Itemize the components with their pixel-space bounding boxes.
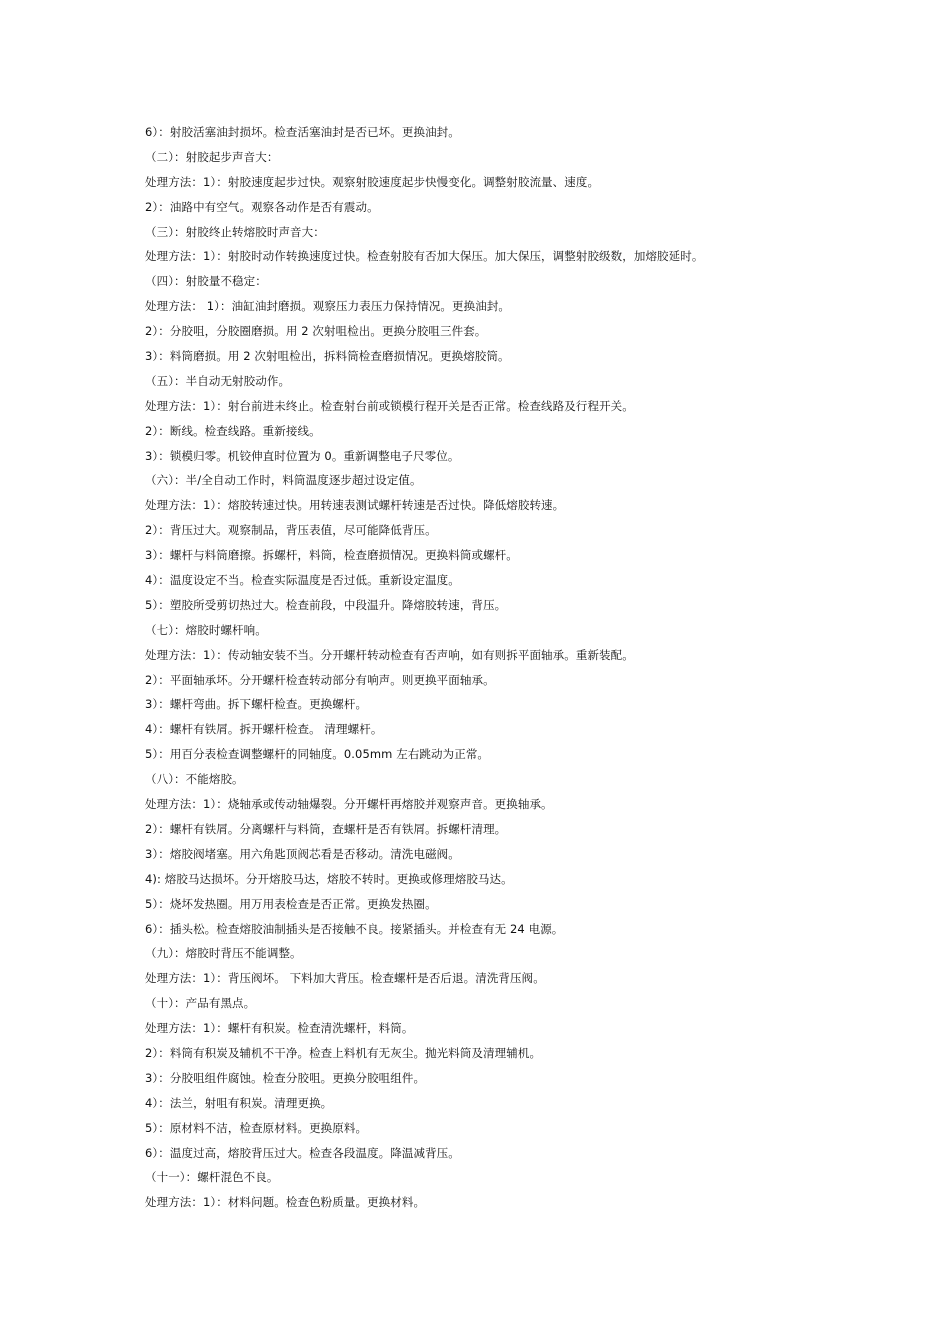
section-heading: （二）：射胶起步声音大：	[145, 149, 279, 164]
step-line: 4）：法兰，射咀有积炭。清理更换。	[145, 1095, 333, 1110]
method-line: 处理方法：1）：射台前进未终止。检查射台前或锁模行程开关是否正常。检查线路及行程开关。	[145, 398, 634, 413]
method-line: 处理方法： 1）：油缸油封磨损。观察压力表压力保持情况。更换油封。	[145, 299, 511, 314]
section-heading: （六）：半/全自动工作时，料筒温度逐步超过设定值。	[145, 473, 422, 488]
section-heading: （五）：半自动无射胶动作。	[145, 373, 291, 388]
section-heading: （九）：熔胶时背压不能调整。	[145, 946, 302, 961]
step-line: 5）：原材料不洁，检查原材料。更换原料。	[145, 1120, 368, 1135]
step-line: 3）：螺杆与料筒磨擦。拆螺杆，料筒，检查磨损情况。更换料筒或螺杆。	[145, 548, 518, 563]
step-line: 6）：射胶活塞油封损坏。检查活塞油封是否已坏。更换油封。	[145, 125, 460, 139]
method-line: 处理方法：1）：背压阀坏。 下料加大背压。检查螺杆是否后退。清洗背压阀。	[145, 971, 545, 986]
step-line: 2）：断线。检查线路。重新接线。	[145, 423, 321, 438]
method-line: 处理方法：1）：射胶速度起步过快。观察射胶速度起步快慢变化。调整射胶流量、速度。	[145, 174, 600, 189]
section-heading: （八）：不能熔胶。	[145, 772, 244, 787]
step-line: 2）：平面轴承坏。分开螺杆检查转动部分有响声。则更换平面轴承。	[145, 672, 495, 687]
section-heading: （七）：熔胶时螺杆响。	[145, 622, 267, 637]
step-line: 2）：油路中有空气。观察各动作是否有震动。	[145, 199, 379, 214]
method-line: 处理方法：1）：螺杆有积炭。检查清洗螺杆，料筒。	[145, 1021, 414, 1036]
step-line: 2）：料筒有积炭及辅机不干净。检查上料机有无灰尘。抛光料筒及清理辅机。	[145, 1045, 542, 1060]
method-line: 处理方法：1）：熔胶转速过快。用转速表测试螺杆转速是否过快。降低熔胶转速。	[145, 498, 565, 513]
step-line: 5）：烧坏发热圈。用万用表检查是否正常。更换发热圈。	[145, 896, 437, 911]
step-line: 2）：背压过大。观察制品，背压表值，尽可能降低背压。	[145, 523, 437, 538]
step-line: 6）：插头松。检查熔胶油制插头是否接触不良。接紧插头。并检查有无 24 电源。	[145, 921, 564, 936]
step-line: 5）：用百分表检查调整螺杆的同轴度。0.05mm 左右跳动为正常。	[145, 747, 490, 762]
method-line: 处理方法：1）：材料问题。检查色粉质量。更换材料。	[145, 1195, 426, 1210]
step-line: 2）：分胶咀，分胶圈磨损。用 2 次射咀检出。更换分胶咀三件套。	[145, 324, 487, 339]
step-line: 4): 熔胶马达损坏。分开熔胶马达，熔胶不转时。更换或修理熔胶马达。	[145, 871, 513, 886]
step-line: 3）：螺杆弯曲。拆下螺杆检查。更换螺杆。	[145, 697, 368, 712]
method-line: 处理方法：1）：传动轴安装不当。分开螺杆转动检查有否声响，如有则拆平面轴承。重新装配。	[145, 647, 634, 662]
section-heading: （三）：射胶终止转熔胶时声音大：	[145, 224, 325, 239]
step-line: 3）：料筒磨损。用 2 次射咀检出，拆料筒检查磨损情况。更换熔胶筒。	[145, 349, 510, 364]
section-heading: （十）：产品有黑点。	[145, 996, 256, 1011]
method-line: 处理方法：1）：烧轴承或传动轴爆裂。分开螺杆再熔胶并观察声音。更换轴承。	[145, 797, 553, 812]
section-heading: （四）：射胶量不稳定：	[145, 274, 267, 289]
step-line: 2）：螺杆有铁屑。分离螺杆与料筒，查螺杆是否有铁屑。拆螺杆清理。	[145, 821, 507, 836]
step-line: 4）：螺杆有铁屑。拆开螺杆检查。 清理螺杆。	[145, 722, 383, 737]
section-heading: （十一）：螺杆混色不良。	[145, 1170, 279, 1185]
troubleshooting-text	[145, 120, 925, 1215]
step-line: 3）：熔胶阀堵塞。用六角匙顶阀芯看是否移动。清洗电磁阀。	[145, 846, 460, 861]
step-line: 3）：锁模归零。机铰伸直时位置为 0。重新调整电子尺零位。	[145, 448, 460, 463]
step-line: 3）：分胶咀组件腐蚀。检查分胶咀。更换分胶咀组件。	[145, 1070, 426, 1085]
step-line: 4）：温度设定不当。检查实际温度是否过低。重新设定温度。	[145, 573, 460, 588]
method-line: 处理方法：1）：射胶时动作转换速度过快。检查射胶有否加大保压。加大保压，调整射胶级数，加熔胶延时。	[145, 249, 704, 264]
step-line: 5）：塑胶所受剪切热过大。检查前段，中段温升。降熔胶转速，背压。	[145, 597, 507, 612]
step-line: 6）：温度过高，熔胶背压过大。检查各段温度。降温减背压。	[145, 1145, 460, 1160]
